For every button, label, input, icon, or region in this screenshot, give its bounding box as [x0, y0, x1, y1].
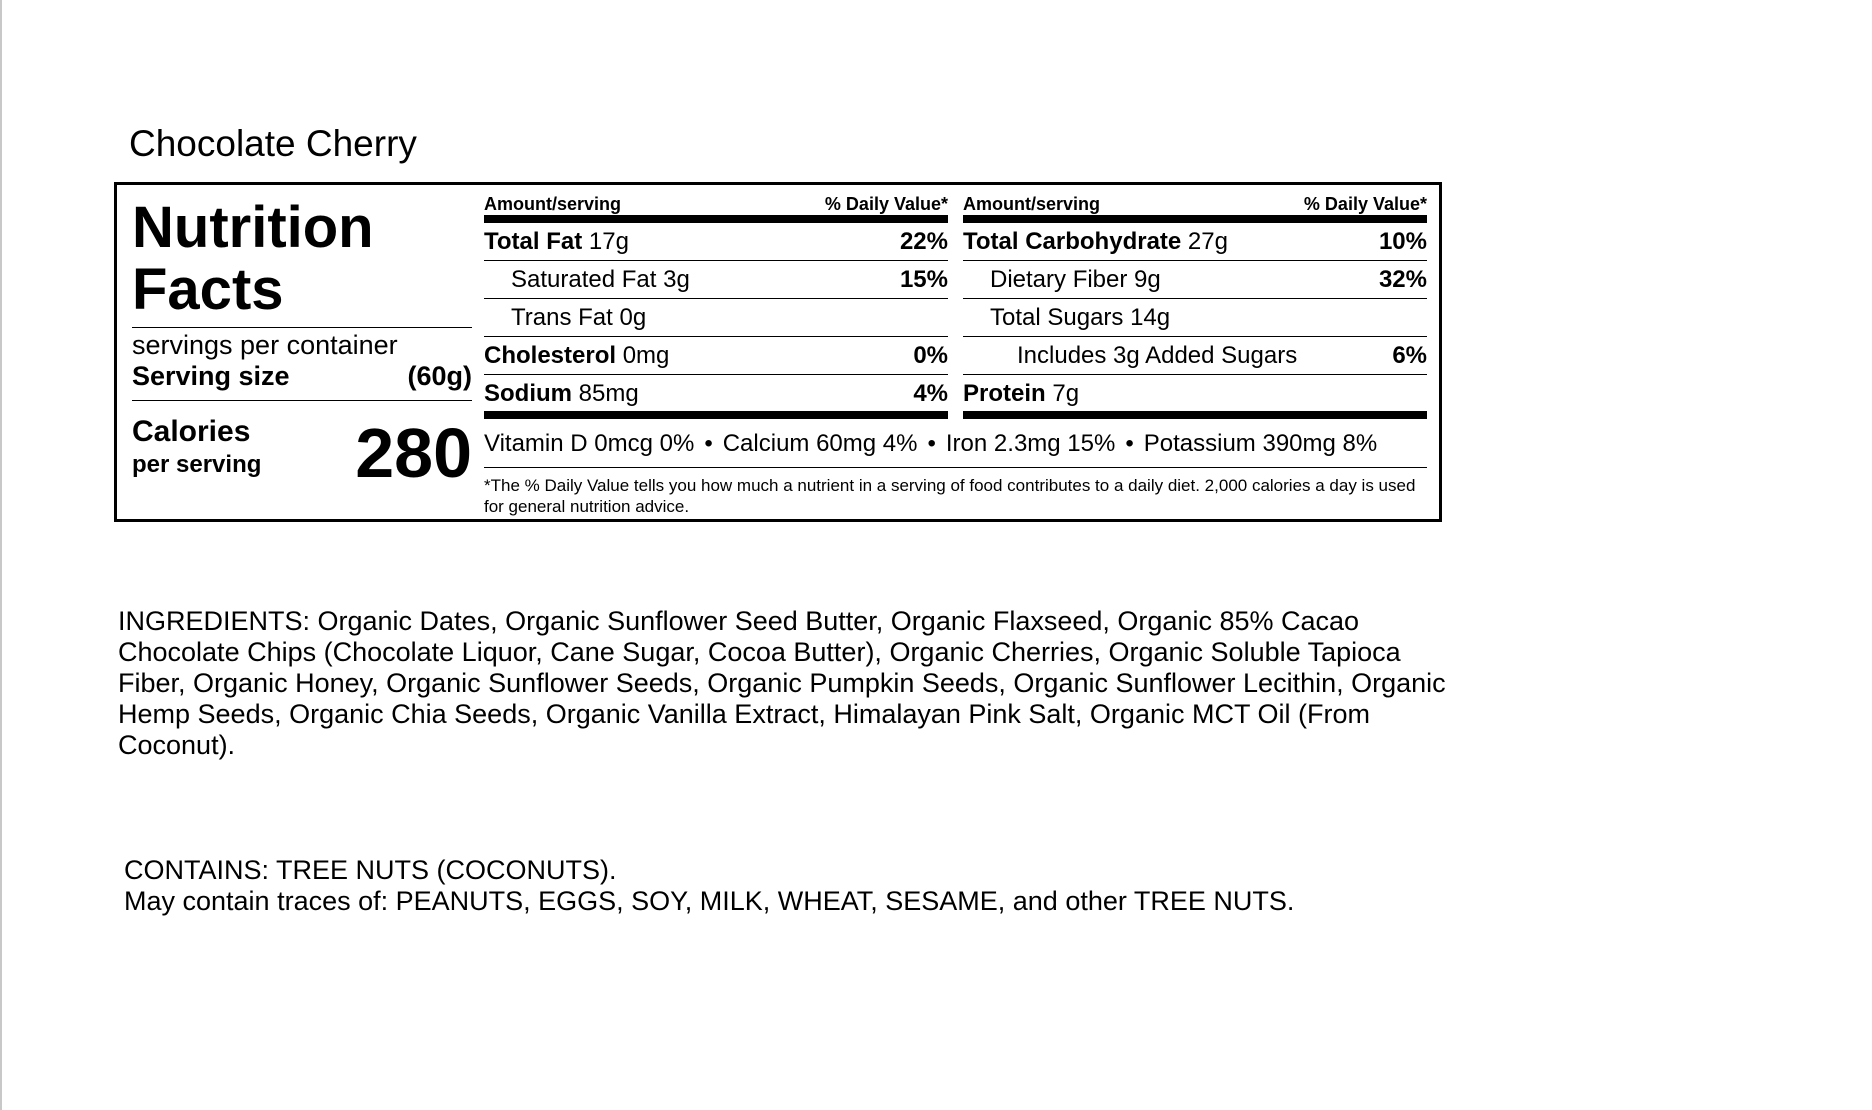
iron: Iron 2.3mg 15%	[945, 430, 1116, 457]
nutrient-row-protein	[963, 375, 1427, 412]
column-header	[484, 193, 948, 215]
serving-size-label: Serving size	[132, 361, 290, 391]
bottom-thick-rule-left	[484, 411, 948, 419]
nutrient-dv: 0%	[913, 342, 948, 369]
calcium: Calcium 60mg 4%	[722, 430, 918, 457]
nutrient-amount: 27g	[1187, 228, 1228, 255]
serving-divider	[132, 400, 472, 401]
column-header	[963, 193, 1427, 215]
nutrient-column-left	[484, 193, 948, 412]
contains-line: CONTAINS: TREE NUTS (COCONUTS).	[124, 855, 617, 885]
nutrient-row-saturated-fat	[484, 261, 948, 299]
nutrient-row-trans-fat	[484, 299, 948, 337]
header-divider	[132, 327, 472, 328]
calories-row	[132, 411, 472, 501]
nutrient-amount: 0mg	[622, 342, 670, 369]
nutrient-name: Saturated Fat	[511, 266, 657, 293]
nutrient-dv: 32%	[1378, 266, 1427, 293]
vitamins-divider	[484, 467, 1427, 468]
daily-value-footnote: *The % Daily Value tells you how much a nutrient in a serving of food contributes to a daily diet. 2,000 calories a day is used for general nutrition advice.	[484, 476, 1416, 516]
nutrient-row-sodium	[484, 375, 948, 412]
nutrition-facts-title	[132, 197, 472, 321]
vitamin-d: Vitamin D 0mcg 0%	[484, 430, 695, 457]
allergen-statement	[124, 855, 1294, 917]
nutrient-dv: 22%	[899, 228, 948, 255]
amount-serving-header: Amount/serving	[484, 194, 622, 214]
nutrient-amount: 17g	[588, 228, 629, 255]
nutrient-dv: 15%	[899, 266, 948, 293]
nutrition-header-column	[132, 193, 472, 501]
nutrient-row-added-sugars	[963, 337, 1427, 375]
nutrient-name: Total Fat	[484, 228, 583, 255]
potassium: Potassium 390mg 8%	[1143, 430, 1378, 457]
serving-size-value: (60g)	[407, 361, 472, 391]
nutrient-name: Dietary Fiber	[990, 266, 1128, 293]
bottom-thick-rule-right	[963, 411, 1427, 419]
may-contain-line: May contain traces of: PEANUTS, EGGS, SOY, MILK, WHEAT, SESAME, and other TREE NUTS.	[124, 886, 1295, 916]
nutrient-name: Protein	[963, 380, 1046, 407]
nutrient-name: Total Carbohydrate	[963, 228, 1182, 255]
nutrient-name: Total Sugars	[990, 304, 1124, 331]
bullet-separator: •	[927, 430, 936, 457]
title-line-2: Facts	[132, 257, 284, 322]
daily-value-header: % Daily Value*	[824, 194, 948, 214]
servings-per-container: servings per container	[132, 330, 398, 360]
nutrient-row-cholesterol	[484, 337, 948, 375]
nutrient-row-total-carbohydrate	[963, 223, 1427, 261]
nutrient-amount: 0g	[619, 304, 647, 331]
nutrient-dv: 6%	[1392, 342, 1427, 369]
nutrient-column-right	[963, 193, 1427, 412]
header-thick-rule	[963, 215, 1427, 223]
vitamins-minerals-line	[484, 428, 1427, 460]
nutrient-name: Cholesterol	[484, 342, 617, 369]
nutrient-amount: 7g	[1052, 380, 1080, 407]
ingredients-text: INGREDIENTS: Organic Dates, Organic Sunflower Seed Butter, Organic Flaxseed, Organic 85% Cacao Chocolate Chips (Chocolate Liquor, Cane Sugar, Cocoa Butter), Organic Cherries, Organic Soluble Tapioca Fiber, Organic Honey, Organic Sunflower Seeds, Organic Pumpkin Seeds, Organic Sunflower Lecithin, Organic Hemp Seeds, Organic Chia Seeds, Organic Vanilla Extract, Himalayan Pink Salt, Organic MCT Oil (From Coconut).	[118, 606, 1446, 760]
bullet-separator: •	[1125, 430, 1134, 457]
amount-serving-header: Amount/serving	[963, 194, 1101, 214]
nutrient-row-total-fat	[484, 223, 948, 261]
nutrient-dv: 4%	[913, 380, 948, 407]
nutrition-facts-panel	[114, 182, 1442, 522]
calories-value: 280	[355, 414, 472, 492]
nutrient-dv: 10%	[1378, 228, 1427, 255]
nutrient-name: Includes 3g Added Sugars	[1017, 342, 1298, 369]
page-left-border	[0, 0, 2, 1110]
title-line-1: Nutrition	[132, 195, 374, 260]
calories-label: Calories	[132, 415, 251, 448]
daily-value-header: % Daily Value*	[1303, 194, 1427, 214]
serving-size-row	[132, 360, 472, 392]
product-name: Chocolate Cherry	[129, 123, 417, 164]
nutrient-amount: 14g	[1130, 304, 1171, 331]
bullet-separator: •	[704, 430, 713, 457]
nutrient-name: Sodium	[484, 380, 572, 407]
nutrient-amount: 3g	[663, 266, 690, 293]
nutrient-row-dietary-fiber	[963, 261, 1427, 299]
nutrient-amount: 9g	[1134, 266, 1161, 293]
nutrient-name: Trans Fat	[511, 304, 613, 331]
calories-per-serving-label: per serving	[132, 451, 262, 478]
nutrient-row-total-sugars	[963, 299, 1427, 337]
nutrient-amount: 85mg	[578, 380, 639, 407]
header-thick-rule	[484, 215, 948, 223]
